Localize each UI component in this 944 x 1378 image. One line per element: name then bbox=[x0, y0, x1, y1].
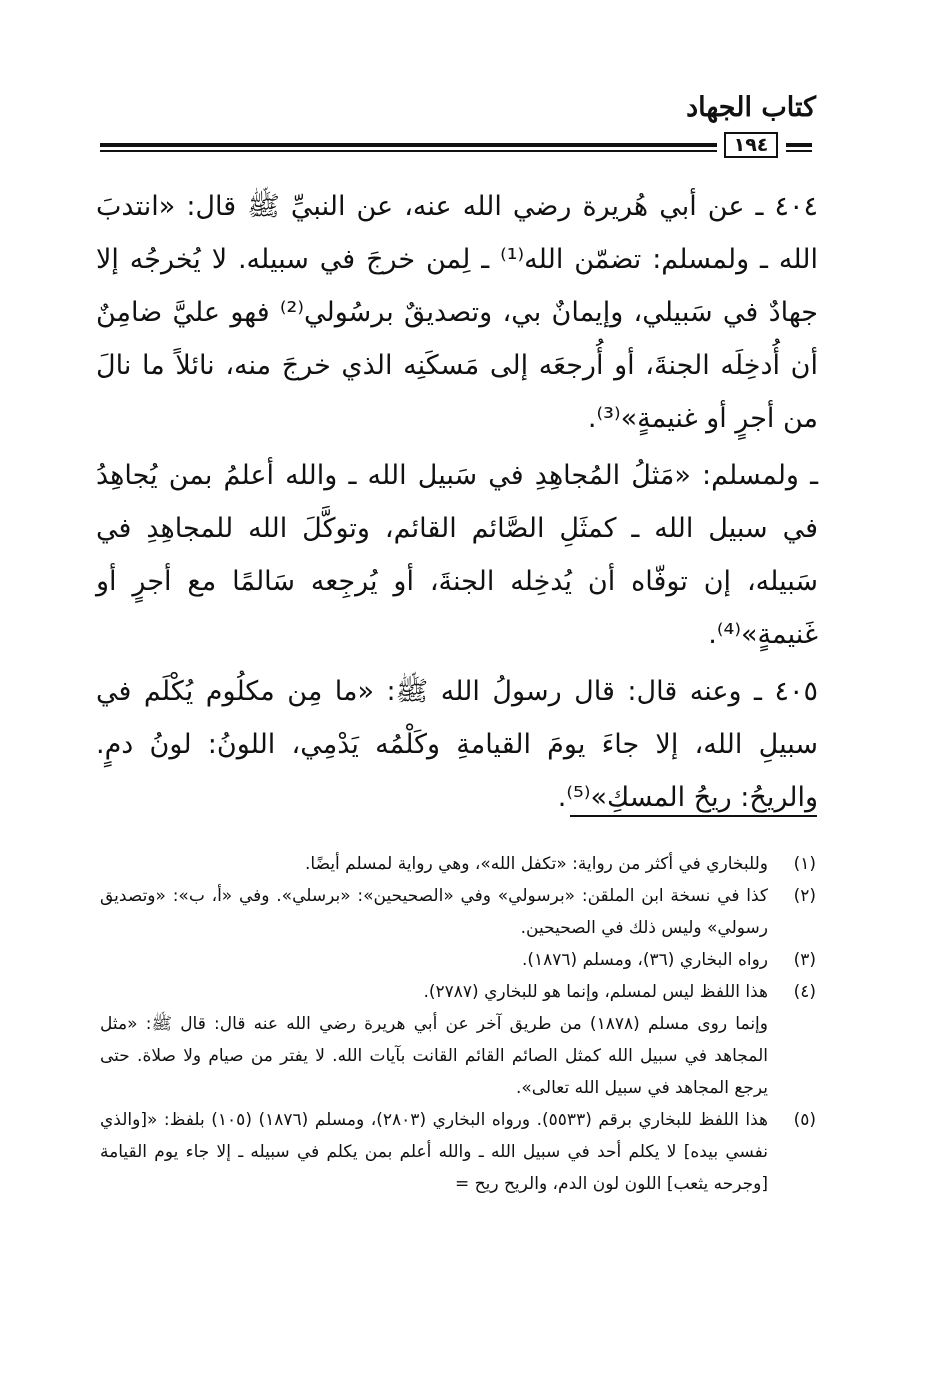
footnote-number: (٥) bbox=[793, 1110, 816, 1130]
footnote-3 bbox=[100, 944, 816, 976]
footnote-number: (٣) bbox=[793, 950, 816, 970]
footnote-text: رواه البخاري (٣٦)، ومسلم (١٨٧٦). bbox=[521, 950, 768, 970]
footnote-text: كذا في نسخة ابن الملقن: «برسولي» وفي «الصحيحين»: «برسلي». وفي «أ، ب»: «وتصديق رسولي» وليس ذلك في الصحيحين. bbox=[100, 886, 768, 938]
page-number-rule bbox=[786, 143, 812, 147]
footnote-5 bbox=[100, 1104, 816, 1200]
hadith-404: ٤٠٤ ـ عن أبي هُريرة رضي الله عنه، عن النبيِّ ﷺ قال: «انتدبَ الله ـ ولمسلم: تضمّن الله⁽¹⁾ ـ لِمن خرجَ في سبيله. لا يُخرجُه إلا جهادٌ في سَبيلي، وإيمانٌ بي، وتصديقٌ برسُولي⁽²⁾ فهو عليَّ ضامِنٌ أن أُدخِلَه الجنةَ، أو أُرجعَه إلى مَسكَنِه الذي خرجَ منه، نائلاً ما نالَ من أجرٍ أو غنيمةٍ»⁽³⁾. bbox=[96, 191, 818, 434]
header-rule bbox=[100, 143, 717, 147]
footnotes bbox=[100, 848, 816, 1200]
hadith-405: ٤٠٥ ـ وعنه قال: قال رسولُ الله ﷺ: «ما مِن مكلُوم يُكْلَم في سبيلِ الله، إلا جاءَ يومَ القيامةِ وكَلْمُه يَدْمِي، اللونُ: لونُ دمٍ. والريحُ: ريحُ المسكِ»⁽⁵⁾. bbox=[96, 676, 818, 813]
footnote-2 bbox=[100, 880, 816, 944]
footnote-number: (٢) bbox=[793, 886, 816, 906]
main-text bbox=[96, 180, 818, 824]
footnote-text: هذا اللفظ للبخاري برقم (٥٥٣٣). ورواه البخاري (٢٨٠٣)، ومسلم (١٨٧٦) (١٠٥) بلفظ: «[والذي نفسي بيده] لا يكلم أحد في سبيل الله ـ والله أعلم بمن يكلم في سبيله ـ إلا جاء يوم القيامة [وجرحه يثعب] اللون لون الدم، والريح ريح = bbox=[100, 1110, 769, 1194]
footnote-4 bbox=[100, 976, 816, 1008]
footnote-text: هذا اللفظ ليس لمسلم، وإنما هو للبخاري (٢٧٨٧). bbox=[423, 982, 768, 1002]
page-number: ١٩٤ bbox=[724, 132, 778, 158]
header-rule-thin bbox=[100, 150, 717, 152]
footnote-4-continuation: وإنما روى مسلم (١٨٧٨) من طريق آخر عن أبي هريرة رضي الله عنه قال: قال ﷺ: «مثل المجاهد في سبيل الله كمثل الصائم القائم القانت بآيات الله. لا يفتر من صيام ولا صلاة. حتى يرجع المجاهد في سبيل الله تعالى». bbox=[100, 1014, 768, 1098]
hadith-404-muslim-variant: ـ ولمسلم: «مَثلُ المُجاهِدِ في سَبيل الله ـ والله أعلمُ بمن يُجاهِدُ في سبيل الله ـ كمثَلِ الصَّائم القائم، وتوكَّلَ الله للمجاهِدِ في سَبيله، إن توفّاه أن يُدخِله الجنةَ، أو يُرجِعه سَالمًا مع أجرٍ أو غَنيمةٍ»⁽⁴⁾. bbox=[96, 460, 818, 650]
footnote-1 bbox=[100, 848, 816, 880]
page-number-rule-thin bbox=[786, 150, 812, 152]
running-title: كتاب الجهاد bbox=[686, 92, 816, 123]
footnote-text: وللبخاري في أكثر من رواية: «تكفل الله»، وهي رواية لمسلم أيضًا. bbox=[305, 854, 768, 874]
footnote-separator bbox=[570, 815, 817, 817]
footnote-number: (٤) bbox=[793, 982, 816, 1002]
footnote-number: (١) bbox=[793, 854, 816, 874]
